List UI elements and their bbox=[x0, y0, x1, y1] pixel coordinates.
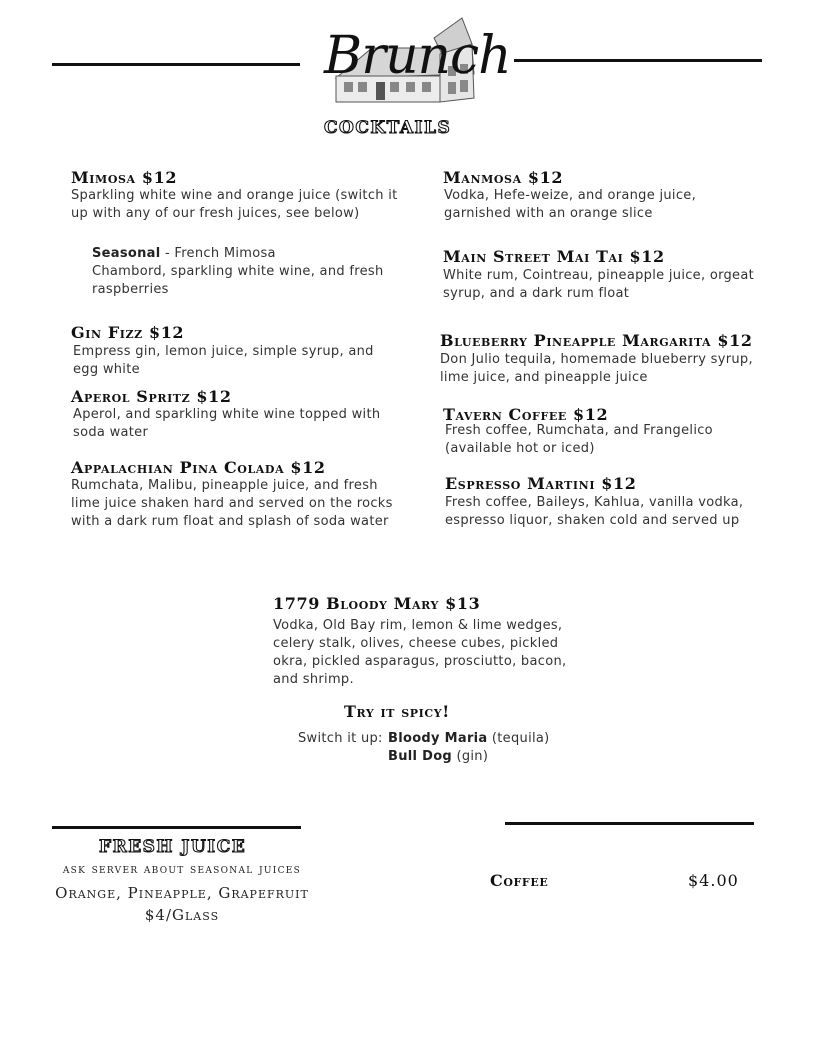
seasonal-label: Seasonal bbox=[92, 246, 161, 261]
aperol-title: Aperol Spritz $12 bbox=[71, 387, 232, 406]
switch-option-2 bbox=[388, 748, 488, 766]
section-title-cocktails: COCKTAILS bbox=[324, 118, 452, 138]
fresh-juice-note: ask server about seasonal juices bbox=[62, 862, 302, 877]
seasonal-desc: Chambord, sparkling white wine, and fresh raspberries bbox=[92, 264, 384, 297]
mai-tai-desc: White rum, Cointreau, pineapple juice, orgeat syrup, and a dark rum float bbox=[443, 268, 755, 301]
bloody-mary-title: 1779 Bloody Mary $13 bbox=[273, 594, 481, 613]
fresh-juice-title: FRESH JUICE bbox=[99, 837, 247, 857]
brunch-logo bbox=[322, 14, 511, 110]
seasonal-line bbox=[92, 245, 402, 263]
coffee-rule bbox=[505, 822, 754, 825]
gin-fizz-desc: Empress gin, lemon juice, simple syrup, and egg white bbox=[73, 344, 374, 377]
fresh-juice-rule bbox=[52, 826, 301, 829]
tavern-coffee-title: Tavern Coffee $12 bbox=[443, 405, 609, 424]
mimosa-desc: Sparkling white wine and orange juice (switch it up with any of our fresh juices, see below) bbox=[71, 188, 398, 221]
manmosa-desc: Vodka, Hefe-weize, and orange juice, garnished with an orange slice bbox=[444, 188, 697, 221]
coffee-price: $4.00 bbox=[688, 871, 739, 890]
espresso-martini-title: Espresso Martini $12 bbox=[445, 474, 637, 493]
try-spicy-title: Try it spicy! bbox=[344, 702, 450, 721]
blueberry-margarita-desc: Don Julio tequila, homemade blueberry syrup, lime juice, and pineapple juice bbox=[440, 352, 753, 385]
switch-option-1 bbox=[388, 730, 550, 748]
gin-fizz-title: Gin Fizz $12 bbox=[71, 323, 185, 342]
blueberry-margarita-title: Blueberry Pineapple Margarita $12 bbox=[440, 331, 753, 350]
manmosa-title: Manmosa $12 bbox=[443, 168, 564, 187]
tavern-coffee-desc: Fresh coffee, Rumchata, and Frangelico (available hot or iced) bbox=[445, 423, 713, 456]
pina-colada-desc: Rumchata, Malibu, pineapple juice, and fresh lime juice shaken hard and served on the rocks with a dark rum float and splash of soda water bbox=[71, 478, 393, 529]
bloody-mary-desc: Vodka, Old Bay rim, lemon & lime wedges, celery stalk, olives, cheese cubes, pickled okra, pickled asparagus, prosciutto, bacon, and shrimp. bbox=[273, 618, 567, 687]
switch-label: Switch it up: bbox=[298, 731, 383, 746]
logo-script-text: Brunch bbox=[324, 26, 511, 86]
coffee-label: Coffee bbox=[490, 871, 549, 890]
fresh-juice-flavors: Orange, Pineapple, Grapefruit bbox=[55, 884, 309, 902]
mai-tai-title: Main Street Mai Tai $12 bbox=[443, 247, 665, 266]
bull-dog-note: (gin) bbox=[452, 749, 489, 764]
espresso-martini-desc: Fresh coffee, Baileys, Kahlua, vanilla vodka, espresso liquor, shaken cold and served up bbox=[445, 495, 744, 528]
seasonal-name: - French Mimosa bbox=[160, 246, 276, 261]
fresh-juice-price: $4/Glass bbox=[144, 906, 220, 924]
mimosa-title: Mimosa $12 bbox=[71, 168, 178, 187]
header-rule-left bbox=[52, 63, 300, 66]
bloody-maria-note: (tequila) bbox=[487, 731, 550, 746]
bull-dog-label: Bull Dog bbox=[388, 749, 453, 764]
bloody-maria-label: Bloody Maria bbox=[388, 731, 488, 746]
pina-colada-title: Appalachian Pina Colada $12 bbox=[71, 458, 326, 477]
header-rule-right bbox=[514, 59, 762, 62]
aperol-desc: Aperol, and sparkling white wine topped with soda water bbox=[73, 407, 381, 440]
